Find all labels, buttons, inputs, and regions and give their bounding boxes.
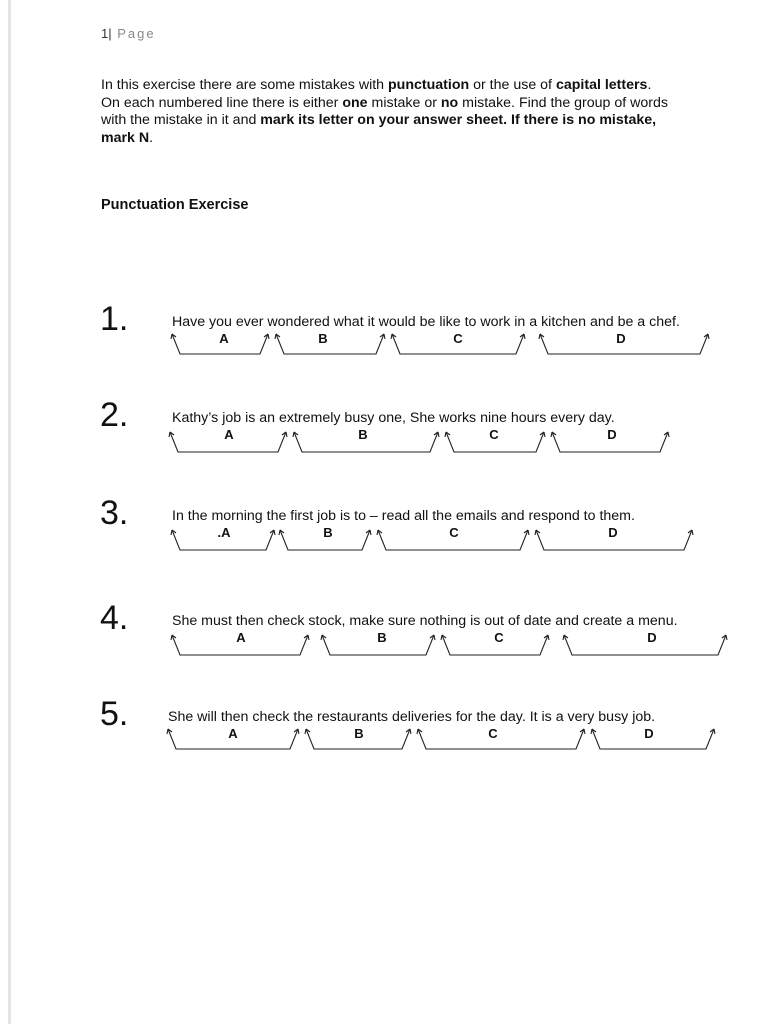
- question-sentence: She will then check the restaurants deliveries for the day. It is a very busy job.: [168, 709, 656, 725]
- question-number: 3.: [100, 494, 129, 532]
- option-label-b: B: [354, 726, 364, 741]
- option-label-c: C: [453, 331, 463, 346]
- bracket-lines: [0, 522, 768, 572]
- instructions-text: .: [149, 129, 154, 146]
- option-label-a: A: [228, 726, 238, 741]
- question-sentence: Kathy’s job is an extremely busy one, She works nine hours every day.: [172, 410, 615, 426]
- question-2: [0, 396, 768, 480]
- option-label-c: C: [449, 525, 459, 540]
- instructions-text: mistake. Find the group of words with the mistake in it and: [101, 94, 668, 128]
- question-sentence: Have you ever wondered what it would be like to work in a kitchen and be a chef.: [172, 314, 680, 330]
- instructions-bold: mark its letter on your answer sheet. If there is no mistake, mark N: [101, 112, 657, 146]
- option-label-b: B: [323, 525, 333, 540]
- instructions-text: or the use of: [469, 77, 556, 93]
- option-label-a: A: [236, 630, 246, 645]
- option-label-d: D: [644, 726, 654, 741]
- option-label-d: D: [607, 427, 617, 442]
- option-label-c: C: [488, 726, 498, 741]
- bracket-lines: [0, 328, 768, 378]
- instructions-text: . On each numbered line there is either: [101, 77, 652, 111]
- instructions-text: mistake or: [367, 94, 441, 111]
- question-number: 1.: [100, 300, 129, 338]
- question-5: [0, 695, 768, 779]
- option-label-a: A: [219, 331, 229, 346]
- section-title: Punctuation Exercise: [101, 197, 249, 213]
- question-3: [0, 494, 768, 578]
- page-number: [101, 26, 156, 41]
- option-label-d: D: [608, 525, 618, 540]
- instructions-bold: one: [342, 94, 368, 111]
- bracket-lines: [0, 424, 768, 474]
- option-label-b: B: [358, 427, 368, 442]
- question-1: [0, 300, 768, 384]
- option-label-a: .A: [217, 525, 231, 540]
- instructions-bold: no: [440, 94, 459, 111]
- option-label-a: A: [224, 427, 234, 442]
- page-number-label: Page: [117, 26, 156, 41]
- instructions-paragraph: [101, 77, 671, 147]
- instructions-bold: capital letters: [555, 77, 648, 93]
- instructions-text: In this exercise there are some mistakes with: [101, 77, 389, 93]
- question-sentence: She must then check stock, make sure nothing is out of date and create a menu.: [172, 613, 678, 629]
- option-label-c: C: [489, 427, 499, 442]
- option-label-d: D: [647, 630, 657, 645]
- question-number: 4.: [100, 599, 129, 637]
- instructions-bold: punctuation: [388, 77, 470, 93]
- page-number-separator: |: [108, 26, 112, 41]
- question-4: [0, 599, 768, 683]
- option-label-c: C: [494, 630, 504, 645]
- question-number: 5.: [100, 695, 129, 733]
- option-label-d: D: [616, 331, 626, 346]
- question-number: 2.: [100, 396, 129, 434]
- option-label-b: B: [318, 331, 328, 346]
- question-sentence: In the morning the first job is to – read all the emails and respond to them.: [172, 508, 635, 524]
- page-number-value: 1: [101, 26, 109, 41]
- option-label-b: B: [377, 630, 387, 645]
